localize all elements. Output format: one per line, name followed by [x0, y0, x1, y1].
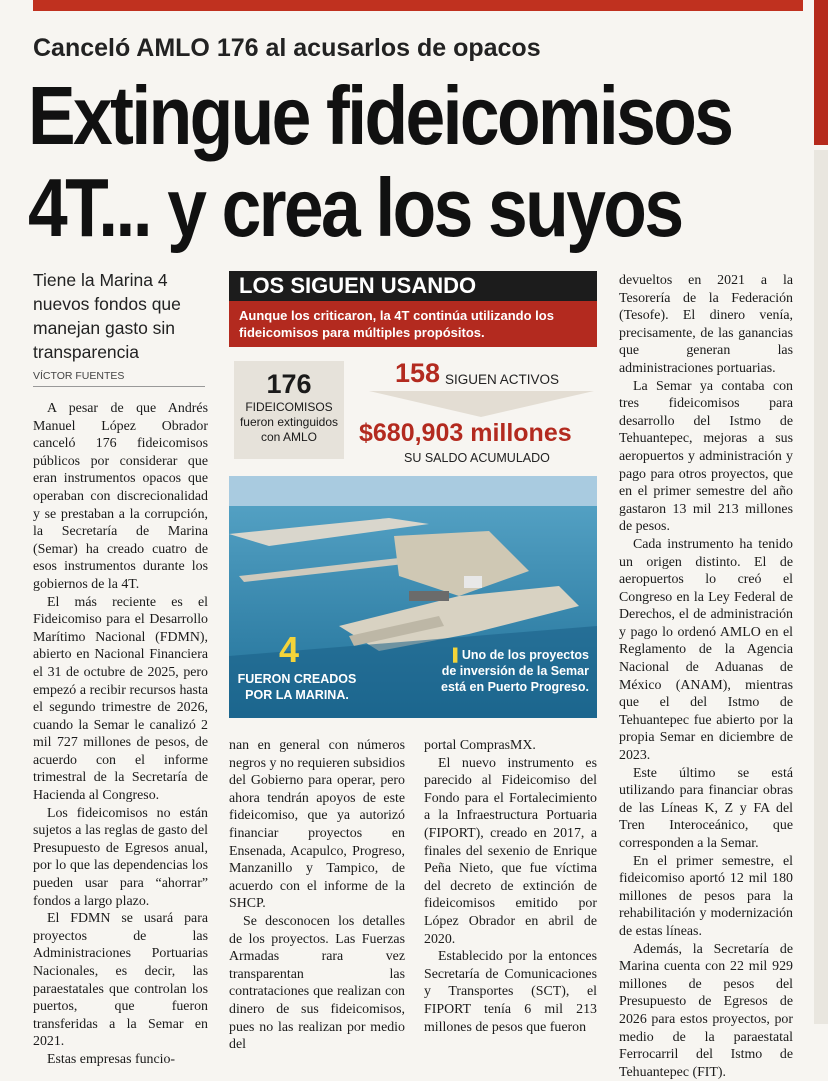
extinguished-label: FIDEICOMISOS fueron extinguidos con AMLO — [239, 400, 339, 444]
extinguished-stat-box — [234, 361, 344, 459]
paragraph: Los fideicomisos no están sujetos a las reglas de gasto del Presupuesto de Egresos anual, por lo que las dependencias los pueden usar para “ahorrar” fondos a largo plazo. — [33, 805, 208, 909]
balance-amount: $680,903 millones — [359, 419, 572, 447]
paragraph: A pesar de que Andrés Manuel López Obrador canceló 176 fideicomisos públicos por considerar que eran instrumentos opacos que operaban con discrecionalidad y se prestaban a la corrupción, la Secretaría de Marina (Semar) ha creado cuatro de esos instrumentos durante los gobiernos de la 4T. — [33, 401, 208, 592]
active-label: SIGUEN ACTIVOS — [445, 372, 560, 387]
active-number: 158 — [395, 358, 441, 388]
paragraph: nan en general con números negros y no requieren subsidios del Gobierno para operar, pero ahora tendrán apoyos de este fideicomiso, que ya autorizó financiar proyectos en Ensenada, Acapulco, Progreso, Manzanillo y Tampico, de acuerdo con el informe de la SHCP. — [229, 738, 405, 912]
top-red-bar — [33, 0, 803, 11]
paragraph: portal ComprasMX. — [424, 738, 536, 753]
deck: Tiene la Marina 4 nuevos fondos que manejan gasto sin transparencia — [33, 270, 181, 362]
article-column-2 — [229, 737, 405, 1054]
paragraph: Establecido por la entonces Secretaría de Comunicaciones y Transportes (SCT), el FIPORT tenía 6 mil 213 millones de pesos que fueron — [424, 949, 597, 1035]
paragraph: Se desconocen los detalles de los proyectos. Las Fuerzas Armadas rara vez transparentan las contrataciones que realizan con dinero de sus fideicomisos, pues no las realizan por medio del — [229, 913, 405, 1053]
paragraph: devueltos en 2021 a la Tesorería de la Federación (Tesofe). El dinero venía, precisamente, de las ganancias que generan las administraciones portuarias. — [619, 273, 793, 376]
paragraph: En el primer semestre, el fideicomiso aportó 12 mil 180 millones de pesos para la rehabilitación y modernización de estas líneas. — [619, 853, 793, 939]
paragraph: Cada instrumento ha tenido un origen distinto. El de aeropuertos lo creó el Congreso en la Ley Federal de Derechos, el de administración y pago lo ordenó AMLO en el Reglamento de la Agencia Nacional de Aduanas de México (ANAM), mientras que el del Istmo de Tehuantepec fue abierto por la propia Semar en diciembre de 2023. — [619, 536, 793, 764]
paragraph: El nuevo instrumento es parecido al Fideicomiso del Fondo para el Fortalecimiento a la Infraestructura Portuaria (FIPORT), creado en 2017, a finales del sexenio de Enrique Peña Nieto, que fue víctima del decreto de extinción de fideicomisos emitido por López Obrador en abril de 2020. — [424, 755, 597, 947]
headline — [28, 69, 732, 254]
paragraph: El FDMN se usará para proyectos de las Administraciones Portuarias Nacionales, es decir, las paraestatales que controlan los puertos, que fueron transferidas a la Semar en 2021. — [33, 911, 208, 1050]
marina-funds-caption: FUERON CREADOS POR LA MARINA. — [237, 672, 357, 702]
article-column-4 — [619, 272, 793, 1081]
paragraph: Estas empresas funcio- — [47, 1051, 176, 1067]
headline-line-1: Extingue fideicomisos — [28, 69, 732, 162]
sidebar-red-tab — [814, 0, 828, 145]
paragraph: Además, la Secretaría de Marina cuenta con 22 mil 929 millones de pesos del Presupuesto de Egresos de 2026 para estos proyectos, por medio de la paraestatal Ferrocarril del Istmo de Tehuantepec (FIT). — [619, 941, 793, 1080]
caption-marker-icon: ▌ — [453, 648, 462, 662]
balance-label: SU SALDO ACUMULADO — [404, 451, 550, 465]
article-column-3 — [424, 737, 597, 1036]
paragraph: El más reciente es el Fideicomiso para el Desarrollo Marítimo Nacional (FDMN), abierto en Nacional Financiera el 31 de octubre de 2025, pero empezó a recibir recursos hasta el segundo trimestre de 2026, cuando la Semar le canalizó 2 mil 727 millones de pesos, de acuerdo con el informe trimestral de la Secretaría de Hacienda al Congreso. — [33, 594, 208, 804]
infographic — [229, 271, 597, 718]
headline-line-2: 4T... y crea los suyos — [28, 161, 682, 254]
down-arrow-icon — [369, 391, 594, 417]
paragraph: La Semar ya contaba con tres fideicomisos para desarrollo del Istmo de Tehuantepec, mejoras a sus aeropuertos y administración y pago para otros proyectos, que en el primer semestre del año gastaron 13 mil 213 millones de pesos. — [619, 378, 793, 535]
article-column-1 — [33, 400, 208, 1069]
photo-caption-text: Uno de los proyectos de inversión de la Semar está en Puerto Progreso. — [441, 648, 589, 694]
adjacent-page-strip — [814, 150, 828, 1024]
byline: VÍCTOR FUENTES — [33, 370, 205, 387]
kicker: Canceló AMLO 176 al acusarlos de opacos — [33, 34, 541, 62]
extinguished-number: 176 — [266, 369, 312, 399]
marina-funds-number: 4 — [279, 629, 300, 670]
infographic-title: LOS SIGUEN USANDO — [229, 271, 597, 301]
paragraph: Este último se está utilizando para financiar obras de las Líneas K, Z y FA del Tren Interoceánico, que corresponden a la Semar. — [619, 765, 793, 851]
photo-caption — [439, 647, 589, 695]
infographic-subtitle: Aunque los criticaron, la 4T continúa utilizando los fideicomisos para múltiples propósitos. — [229, 301, 597, 347]
